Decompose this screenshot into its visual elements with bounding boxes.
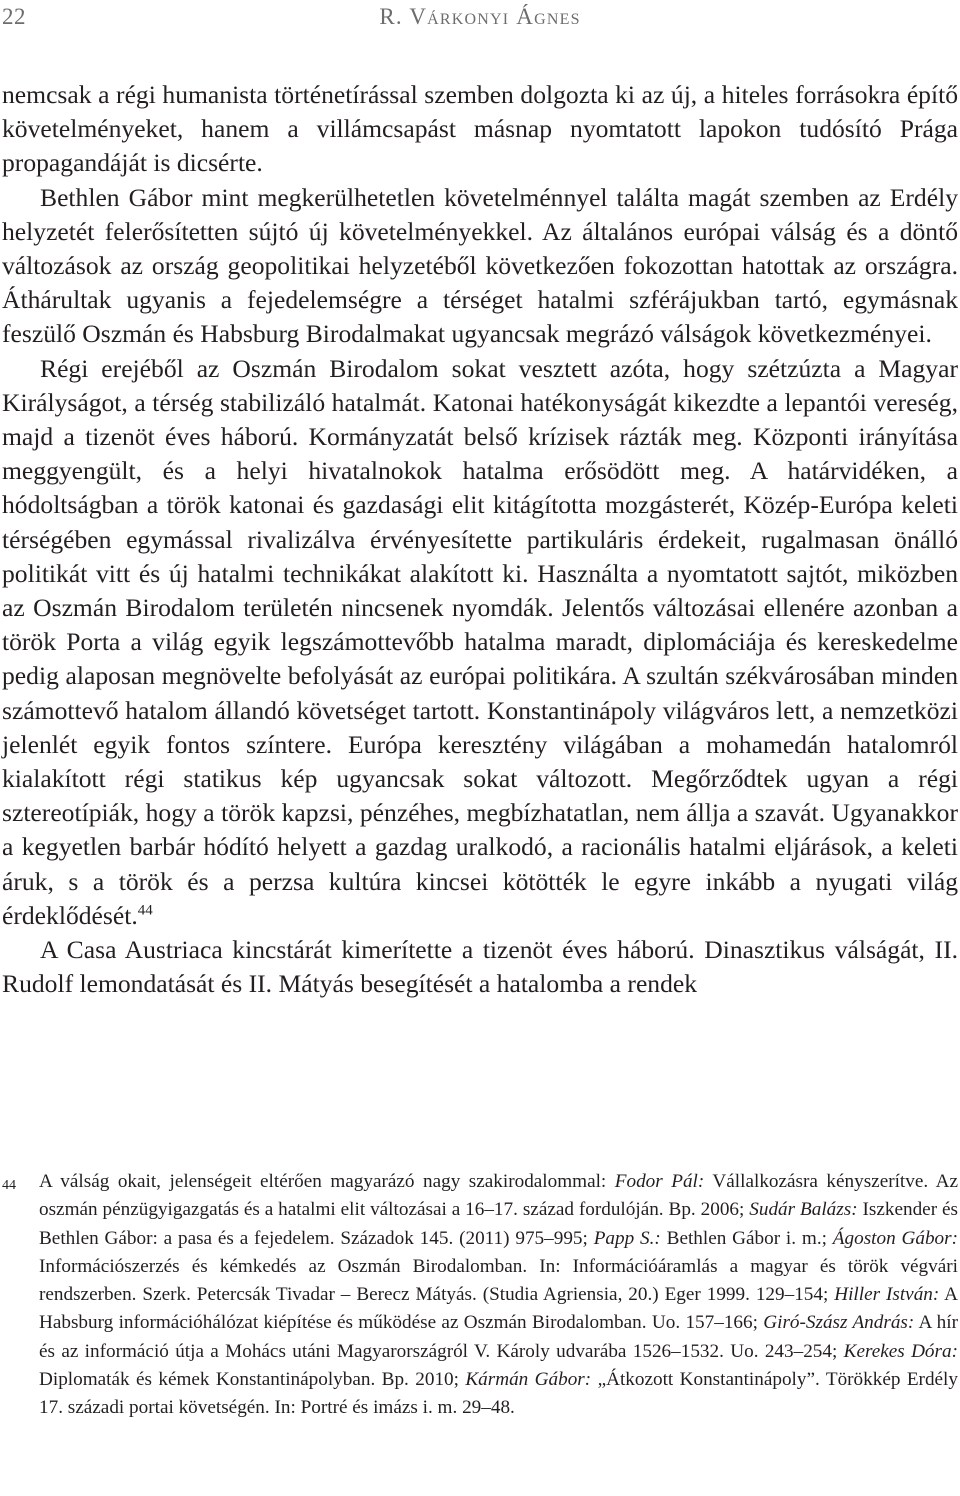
footnote-segment: Iszkender és Bethlen Gábor: a pasa és a fejedelem. Századok 145. (2011) 975–995; bbox=[39, 1199, 958, 1249]
footnote-segment: Diplomaták és kémek Konstantinápolyban. Bp. 2010; bbox=[39, 1369, 466, 1391]
footnote-author: Sudár Balázs: bbox=[749, 1199, 858, 1221]
footnote-author: Ágoston Gábor: bbox=[832, 1227, 959, 1249]
footnote-author: Papp S.: bbox=[593, 1227, 661, 1249]
paragraph-text: A Casa Austriaca kincstárát kimerítette a tizenöt éves háború. Dinasztikus válságát, II. Rudolf lemondatását és II. Mátyás besegítését a hatalomba a rendek bbox=[2, 935, 958, 999]
paragraph-text: nemcsak a régi humanista történetírással szemben dolgozta ki az új, a hiteles forrásokra építő követelményeket, hanem a villámcsapást másnap nyomtatott lapokon tudósító Prága propagandáját is dicsérte. bbox=[2, 80, 958, 178]
paragraph bbox=[2, 933, 958, 1001]
body-text bbox=[2, 78, 958, 1001]
paragraph bbox=[2, 78, 958, 181]
running-head: R. Várkonyi Ágnes bbox=[379, 4, 581, 29]
paragraph bbox=[2, 181, 958, 352]
footnote-segment: A válság okait, jelenségeit eltérően magyarázó nagy szakirodalommal: bbox=[39, 1171, 615, 1192]
footnote-segment: A Habsburg információhálózat kiépítése és működése az Oszmán Birodalomban. Uo. 157–166; bbox=[39, 1284, 958, 1334]
footnote-segment: Bethlen Gábor i. m.; bbox=[660, 1227, 833, 1249]
page-header bbox=[0, 0, 960, 40]
footnote-author: Giró-Szász András: bbox=[763, 1312, 915, 1334]
footnote-author: Hiller István: bbox=[834, 1284, 940, 1306]
footnote bbox=[2, 1168, 958, 1423]
footnote-segment: „Átkozott Konstantinápoly”. Törökkép Erdély 17. századi portai követségén. In: Portré és imázs i. m. 29–48. bbox=[39, 1369, 958, 1419]
footnote-segment: Vállalkozásra kényszerítve. Az oszmán pénzügyigazgatás és a hatalmi elit változásai a 16–17. század fordulóján. Bp. 2006; bbox=[39, 1171, 958, 1221]
page-number: 22 bbox=[2, 4, 26, 29]
footnote-number: 44 bbox=[2, 1178, 16, 1193]
footnote-segment: Információszerzés és kémkedés az Oszmán Birodalomban. In: Információáramlás a magyar és török végvári rendszerben. Szerk. Petercsák Tivadar – Berecz Mátyás. (Studia Agriensia, 20.) Eger 1999. 129–154; bbox=[39, 1255, 958, 1306]
footnote-author: Kármán Gábor: bbox=[465, 1369, 592, 1391]
footnote-segment: A hír és az információ útja a Mohács utáni Magyarországról V. Károly udvarába 1526–1532. Uo. 243–254; bbox=[39, 1312, 958, 1362]
paragraph bbox=[2, 352, 958, 933]
paragraph-text: Bethlen Gábor mint megkerülhetetlen követelménnyel találta magát szemben az Erdély helyzetét felerősítetten sújtó új követelményekkel. Az általános európai válság és a döntő változások az ország geopolitikai helyzetéből következően fokozottan hatottak az országra. Áthárultak ugyanis a fejedelemségre a térséget hatalmi szférájukban tartó, egymásnak feszülő Oszmán és Habsburg Birodalmakat ugyancsak megrázó válságok következményei. bbox=[2, 182, 958, 349]
footnote-reference[interactable]: 44 bbox=[137, 902, 153, 919]
footnote-author: Fodor Pál: bbox=[614, 1171, 705, 1192]
footnote-text bbox=[39, 1168, 958, 1423]
footnote-author: Kerekes Dóra: bbox=[843, 1340, 958, 1362]
paragraph-text: Régi erejéből az Oszmán Birodalom sokat vesztett azóta, hogy szétzúzta a Magyar Királyságot, a térség stabilizáló hatalmát. Katonai hatékonyságát kikezdte a lepantói vereség, majd a tizenöt éves háború. Kormányzatát belső krízisek rázták meg. Központi irányítása meggyengült, és a helyi hivatalnokok hatalma erősödött meg. A határvidéken, a hódoltságban a török katonai és gazdasági elit kitágította mozgásterét, Közép-Európa keleti térségében egymással rivalizálva érvényesítette partikuláris érdekeit, rugalmasan önálló politikát vitt és új hatalmi technikákat alakított ki. Használta a nyomtatott sajtót, miközben az Oszmán Birodalom területén nincsenek nyomdák. Jelentős változásai ellenére azonban a török Porta a világ egyik legszámottevőbb hatalma maradt, diplomáciája és kereskedelme pedig alaposan megnövelte befolyását az európai politikára. A szultán székvárosában minden számottevő hatalom állandó követséget tartott. Konstantinápoly világváros lett, a nemzetközi jelenlét egyik fontos színtere. Európa keresztény világában a mohamedán hatalomról kialakított régi statikus kép ugyancsak sokat változott. Megőrződtek ugyan a régi sztereotípiák, hogy a török kapzsi, pénzéhes, megbízhatatlan, nem állja a szavát. Ugyanakkor a kegyetlen barbár hódító helyett a gazdag uralkodó, a racionális hatalmi eljárások, a keleti áruk, s a török és a perzsa kultúra kincsei kötötték le egyre inkább a nyugati világ érdeklődését. bbox=[2, 353, 958, 930]
